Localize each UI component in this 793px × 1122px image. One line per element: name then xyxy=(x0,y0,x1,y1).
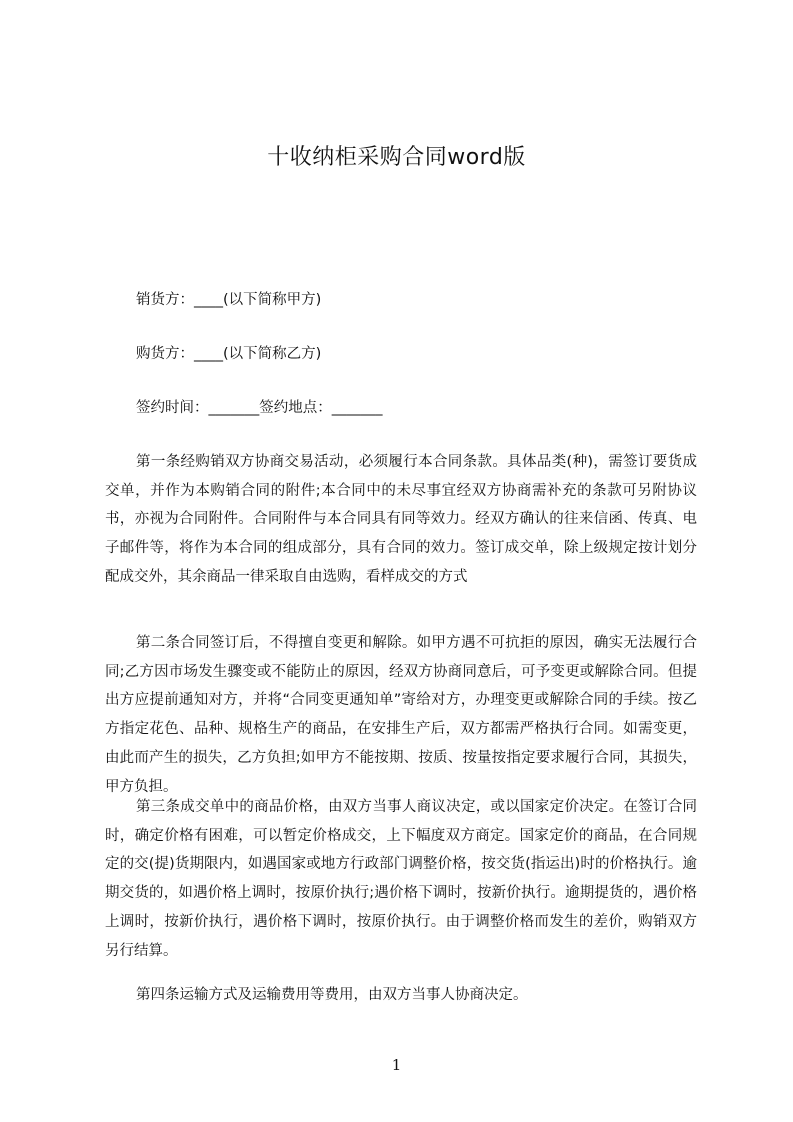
seller-field: 销货方：____(以下简称甲方) xyxy=(136,292,322,308)
article-1-paragraph: 第一条经购销双方协商交易活动，必须履行本合同条款。具体品类(种)，需签订要货成交单，并作为本购销合同的附件;本合同中的未尽事宜经双方协商需补充的条款可另附协议书，亦视为合同附件。合同附件与本合同具有同等效力。经双方确认的往来信函、传真、电子邮件等，将作为本合同的组成部分，具有合同的效力。签订成交单，除上级规定按计划分配成交外，其余商品一律采取自由选购，看样成交的方式 xyxy=(105,454,697,585)
signing-info-field: 签约时间：_______签约地点：_______ xyxy=(136,400,383,416)
buyer-field: 购货方：____(以下简称乙方) xyxy=(136,346,322,362)
article-2-paragraph: 第二条合同签订后，不得擅自变更和解除。如甲方遇不可抗拒的原因，确实无法履行合同;乙方因市场发生骤变或不能防止的原因，经双方协商同意后，可予变更或解除合同。但提出方应提前通知对方，并将“合同变更通知单”寄给对方，办理变更或解除合同的手续。按乙方指定花色、品种、规格生产的商品，在安排生产后，双方都需严格执行合同。如需变更，由此而产生的损失，乙方负担;如甲方不能按期、按质、按量按指定要求履行合同，其损失，甲方负担。 xyxy=(105,635,697,795)
article-4-paragraph: 第四条运输方式及运输费用等费用，由双方当事人协商决定。 xyxy=(136,987,528,1003)
document-title: 十收纳柜采购合同word版 xyxy=(267,145,526,170)
article-3-paragraph: 第三条成交单中的商品价格，由双方当事人商议决定，或以国家定价决定。在签订合同时，确定价格有困难，可以暂定价格成交，上下幅度双方商定。国家定价的商品，在合同规定的交(提)货期限内，如遇国家或地方行政部门调整价格，按交货(指运出)时的价格执行。逾期交货的，如遇价格上调时，按原价执行;遇价格下调时，按新价执行。逾期提货的，遇价格上调时，按新价执行，遇价格下调时，按原价执行。由于调整价格而发生的差价，购销双方另行结算。 xyxy=(105,799,697,959)
page-number: 1 xyxy=(391,1056,402,1074)
